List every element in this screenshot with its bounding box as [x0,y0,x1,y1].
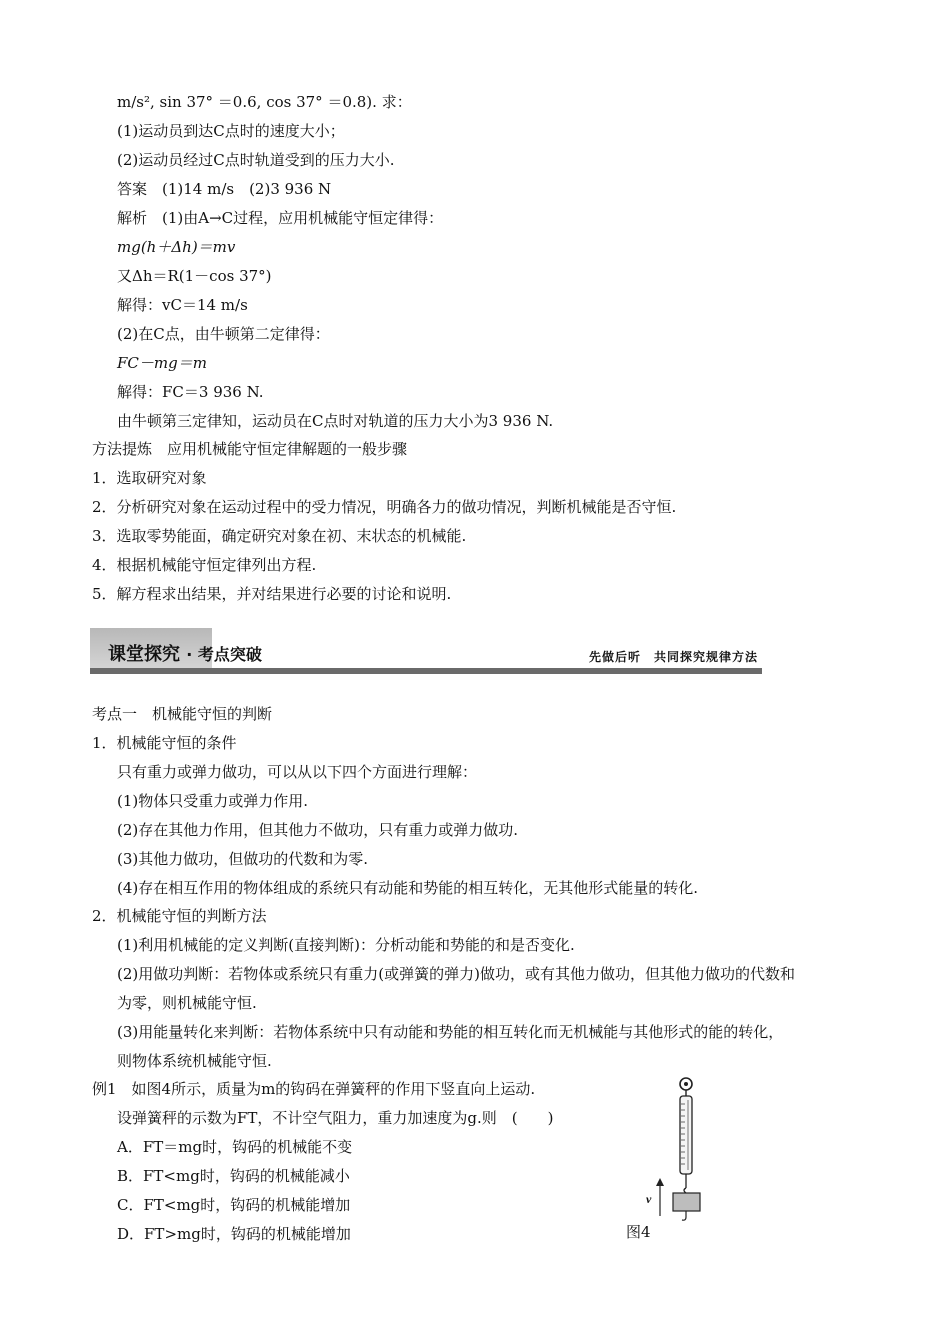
condition-heading: 1．机械能守恒的条件 [92,734,237,752]
question-1: (1)运动员到达C点时的速度大小； [117,122,345,140]
banner-underline [90,668,762,674]
condition-2: (2)存在其他力作用，但其他力不做功，只有重力或弹力做功. [117,821,519,839]
banner-tagline: 先做后听 共同探究规律方法 [588,650,758,664]
option-c[interactable]: C．FT<mg时，钩码的机械能增加 [117,1196,351,1214]
figure-caption: 图4 [626,1223,651,1241]
step-5: 5．解方程求出结果，并对结果进行必要的讨论和说明. [92,585,452,603]
answer-line: 答案 (1)14 m/s (2)3 936 N [117,180,332,198]
judge-method-3: (3)用能量转化来判断：若物体系统中只有动能和势能的相互转化而无机械能与其他形式的能的转化， [117,1023,784,1041]
analysis-line: 解析 (1)由A→C过程，应用机械能守恒定律得： [117,209,444,227]
result-force: 解得：FC＝3 936 N. [117,383,264,401]
option-b[interactable]: B．FT<mg时，钩码的机械能减小 [117,1167,350,1185]
newton-third-law-line: 由牛顿第三定律知，运动员在C点时对轨道的压力大小为3 936 N. [117,412,554,430]
step-4: 4．根据机械能守恒定律列出方程. [92,556,317,574]
banner-title [108,640,262,666]
velocity-arrow-head [656,1178,664,1186]
equation-energy: mg(h＋Δh)＝mv [117,238,236,256]
banner-title-main: 课堂探究 [108,644,180,665]
judge-method-2: (2)用做功判断：若物体或系统只有重力(或弹簧的弹力)做功，或有其他力做功，但其他力做功的代数和 [117,965,795,983]
judge-method-2-cont: 为零，则机械能守恒. [117,994,257,1012]
example-question-cont: 设弹簧秤的示数为FT，不计空气阻力，重力加速度为g.则 ( ) [117,1109,554,1127]
judge-method-1: (1)利用机械能的定义判断(直接判断)：分析动能和势能的和是否变化. [117,936,575,954]
step-3: 3．选取零势能面，确定研究对象在初、末状态的机械能. [92,527,467,545]
condition-intro: 只有重力或弹力做功，可以从以下四个方面进行理解： [117,763,478,781]
method-judge-heading: 2．机械能守恒的判断方法 [92,907,267,925]
question-2: (2)运动员经过C点时轨道受到的压力大小. [117,151,395,169]
weight-bottom-hook [682,1211,686,1220]
step-2: 2．分析研究对象在运动过程中的受力情况，明确各力的做功情况，判断机械能是否守恒. [92,498,677,516]
judge-method-3-cont: 则物体系统机械能守恒. [117,1052,272,1070]
analysis-part-2: (2)在C点，由牛顿第二定律得： [117,325,330,343]
step-1: 1．选取研究对象 [92,469,207,487]
condition-4: (4)存在相互作用的物体组成的系统只有动能和势能的相互转化，无其他形式能量的转化. [117,879,699,897]
banner-title-sub: · 考点突破 [186,645,262,664]
spring-scale-figure [640,1076,730,1246]
scale-body [680,1096,692,1174]
velocity-label: v [646,1192,652,1206]
hook-weight [673,1193,700,1211]
method-heading: 方法提炼 应用机械能守恒定律解题的一般步骤 [92,440,408,458]
scale-ring-center [684,1082,688,1086]
section-banner [90,628,762,674]
topic-heading: 考点一 机械能守恒的判断 [92,705,273,723]
problem-units-line: m/s², sin 37° ＝0.6, cos 37° ＝0.8). 求： [117,93,412,111]
result-velocity: 解得：vC＝14 m/s [117,296,248,314]
equation-force: FC－mg＝m [117,354,207,372]
option-a[interactable]: A．FT＝mg时，钩码的机械能不变 [117,1138,353,1156]
condition-3: (3)其他力做功，但做功的代数和为零. [117,850,369,868]
condition-1: (1)物体只受重力或弹力作用. [117,792,309,810]
option-d[interactable]: D．FT>mg时，钩码的机械能增加 [117,1225,351,1243]
equation-delta-h: 又Δh＝R(1－cos 37°) [117,267,272,285]
spring-scale-drawing [640,1076,730,1226]
scale-hook [684,1188,686,1193]
example-question: 例1 如图4所示，质量为m的钩码在弹簧秤的作用下竖直向上运动. [92,1080,536,1098]
